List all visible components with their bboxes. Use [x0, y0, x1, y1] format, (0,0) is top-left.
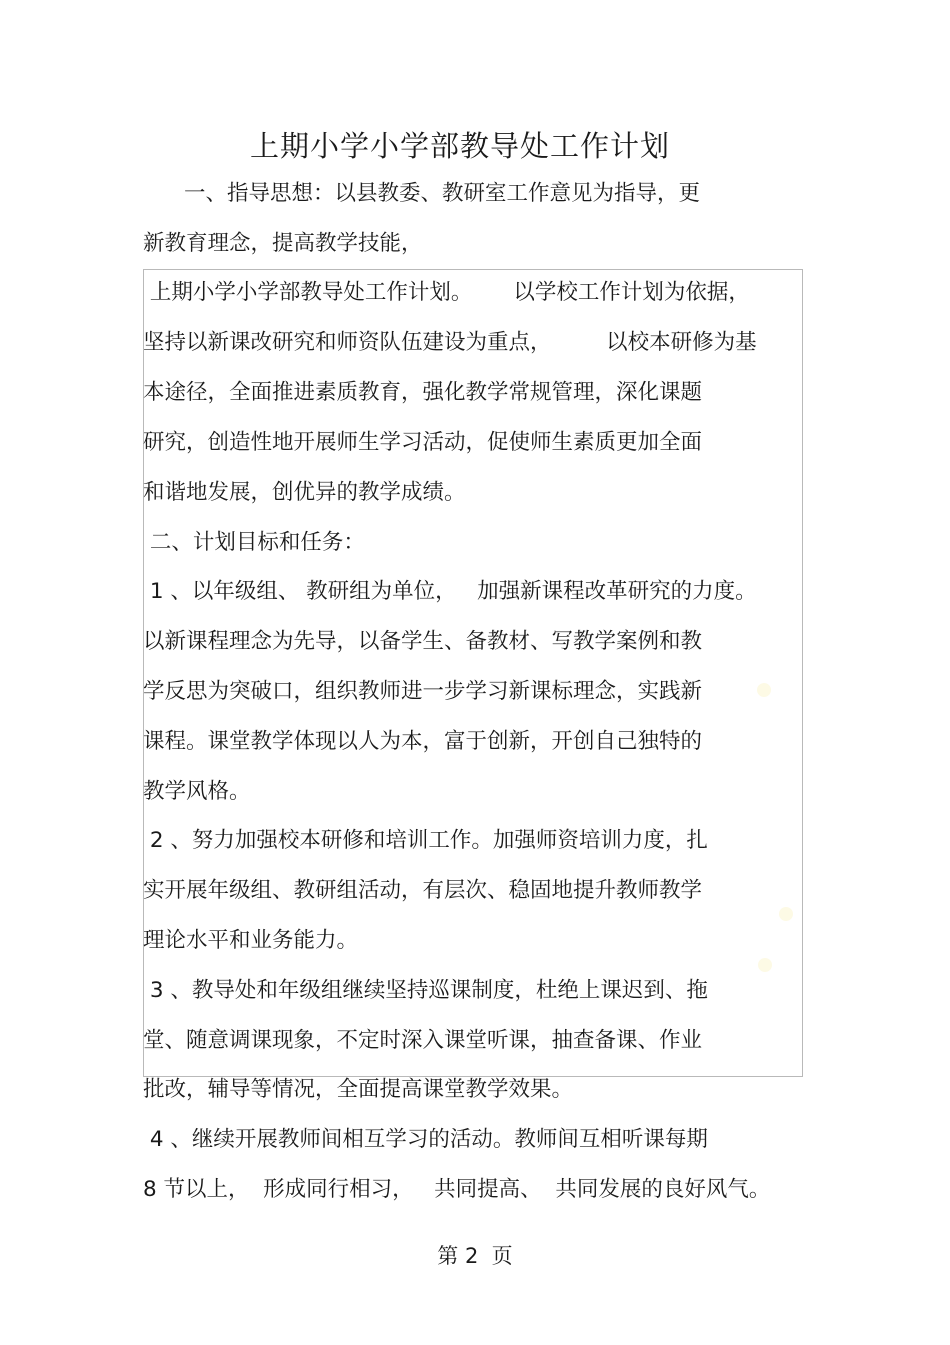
paragraph-line: 堂、随意调课现象，不定时深入课堂听课，抽查备课、作业 [143, 1028, 703, 1053]
list-item-line: 3 、教导处和年级组继续坚持巡课制度，杜绝上课迟到、拖 [143, 978, 708, 1003]
paragraph-line: 学反思为突破口，组织教师进一步学习新课标理念，实践新 [143, 679, 703, 704]
document-title: 上期小学小学部教导处工作计划 [249, 129, 670, 163]
paragraph-line: 批改，辅导等情况，全面提高课堂教学效果。 [143, 1077, 574, 1102]
section-heading: 二、计划目标和任务： [143, 530, 365, 555]
paragraph-line: 以新课程理念为先导，以备学生、备教材、写教学案例和教 [143, 629, 703, 654]
list-item-line: 1 、以年级组、 教研组为单位， 加强新课程改革研究的力度。 [143, 579, 757, 604]
paragraph-line: 理论水平和业务能力。 [143, 928, 359, 953]
paragraph-line: 新教育理念，提高教学技能， [143, 231, 423, 256]
scan-speck [758, 958, 772, 972]
paragraph-line: 8 节以上， 形成同行相习， 共同提高、 共同发展的良好风气。 [143, 1177, 771, 1202]
paragraph-line: 本途径，全面推进素质教育，强化教学常规管理，深化课题 [143, 380, 703, 405]
paragraph-line: 坚持以新课改研究和师资队伍建设为重点， 以校本研修为基 [143, 330, 757, 355]
paragraph-line: 上期小学小学部教导处工作计划。 以学校工作计划为依据， [143, 280, 750, 305]
page-number: 第 2 页 [437, 1244, 513, 1268]
list-item-line: 2 、努力加强校本研修和培训工作。加强师资培训力度，扎 [143, 828, 708, 853]
paragraph-line: 实开展年级组、教研组活动，有层次、稳固地提升教师教学 [143, 878, 703, 903]
paragraph-line: 研究，创造性地开展师生学习活动，促使师生素质更加全面 [143, 430, 703, 455]
paragraph-line: 教学风格。 [143, 779, 251, 804]
paragraph-line: 一、指导思想：以县教委、教研室工作意见为指导，更 [143, 181, 701, 206]
scan-speck [779, 907, 793, 921]
paragraph-line: 课程。课堂教学体现以人为本，富于创新，开创自己独特的 [143, 729, 703, 754]
paragraph-line: 和谐地发展，创优异的教学成绩。 [143, 480, 466, 505]
scan-speck [757, 683, 771, 697]
list-item-line: 4 、继续开展教师间相互学习的活动。教师间互相听课每期 [143, 1127, 708, 1152]
